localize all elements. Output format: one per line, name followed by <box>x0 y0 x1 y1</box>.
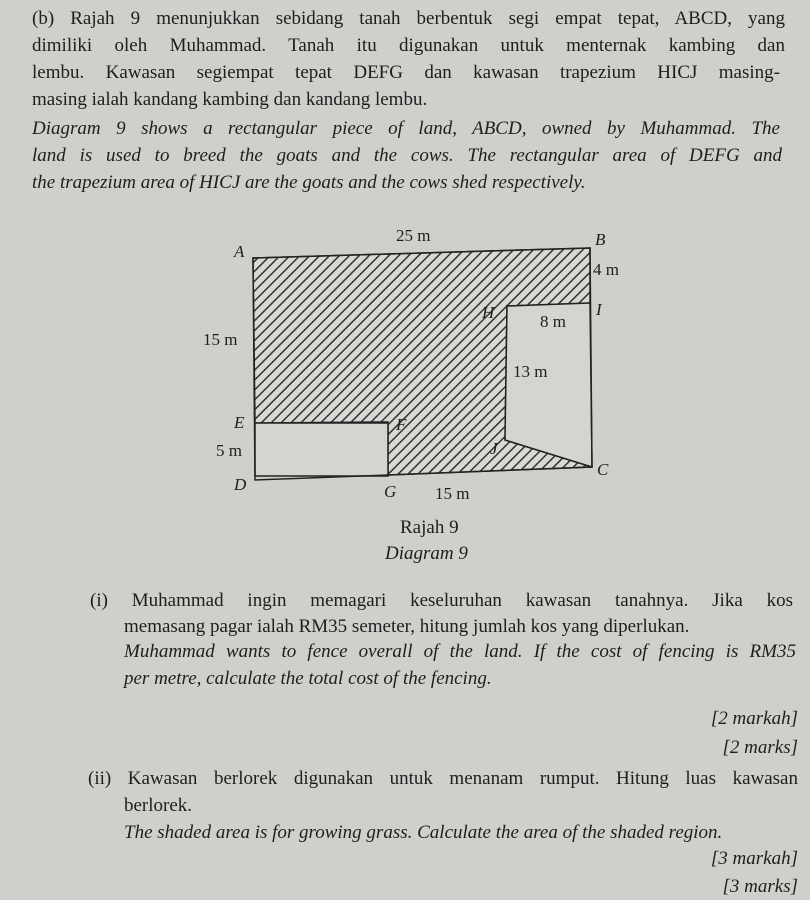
goat-shed-defg <box>255 423 388 476</box>
text-line: (i) Muhammad ingin memagari keseluruhan kawasan tanahnya. Jika kos <box>90 590 793 611</box>
point-label-b: B <box>595 230 606 249</box>
text-line: (ii) Kawasan berlorek digunakan untuk menanam rumput. Hitung luas kawasan <box>88 768 798 789</box>
caption-english: Diagram 9 <box>385 543 468 564</box>
point-label-c: C <box>597 460 609 479</box>
text-line: lembu. Kawasan segiempat tepat DEFG dan kawasan trapezium HICJ masing- <box>32 62 780 83</box>
point-label-d: D <box>234 475 247 494</box>
marks-english: [3 marks] <box>722 876 798 897</box>
length-gc: 15 m <box>435 484 470 503</box>
length-bi: 4 m <box>593 260 619 279</box>
text-line: masing ialah kandang kambing dan kandang lembu. <box>32 89 428 110</box>
length-hi: 8 m <box>540 312 566 331</box>
text-line: per metre, calculate the total cost of the fencing. <box>124 668 492 689</box>
text-line: (b) Rajah 9 menunjukkan sebidang tanah berbentuk segi empat tepat, ABCD, yang <box>32 8 785 29</box>
point-label-f: F <box>396 415 407 434</box>
point-label-e: E <box>234 413 245 432</box>
text-line: dimiliki oleh Muhammad. Tanah itu digunakan untuk menternak kambing dan <box>32 35 785 56</box>
point-label-a: A <box>234 242 245 261</box>
marks-english: [2 marks] <box>722 737 798 758</box>
marks-malay: [3 markah] <box>710 848 798 869</box>
text-line: memasang pagar ialah RM35 semeter, hitung jumlah kos yang diperlukan. <box>124 616 690 637</box>
point-label-j: J <box>490 439 498 458</box>
point-label-h: H <box>482 303 495 322</box>
length-ae: 15 m <box>203 330 238 349</box>
text-line: the trapezium area of HICJ are the goats and the cows shed respectively. <box>32 172 586 193</box>
text-line: Diagram 9 shows a rectangular piece of land, ABCD, owned by Muhammad. The <box>32 118 780 139</box>
length-ed: 5 m <box>216 441 242 460</box>
text-line: land is used to breed the goats and the cows. The rectangular area of DEFG and <box>32 145 782 166</box>
caption-malay: Rajah 9 <box>400 517 459 538</box>
length-hj: 13 m <box>513 362 548 381</box>
length-ab: 25 m <box>396 226 431 245</box>
marks-malay: [2 markah] <box>710 708 798 729</box>
point-label-g: G <box>384 482 397 501</box>
text-line: The shaded area is for growing grass. Calculate the area of the shaded region. <box>124 822 723 843</box>
text-line: Muhammad wants to fence overall of the land. If the cost of fencing is RM35 <box>124 641 796 662</box>
text-line: berlorek. <box>124 795 193 816</box>
point-label-i: I <box>596 300 602 319</box>
